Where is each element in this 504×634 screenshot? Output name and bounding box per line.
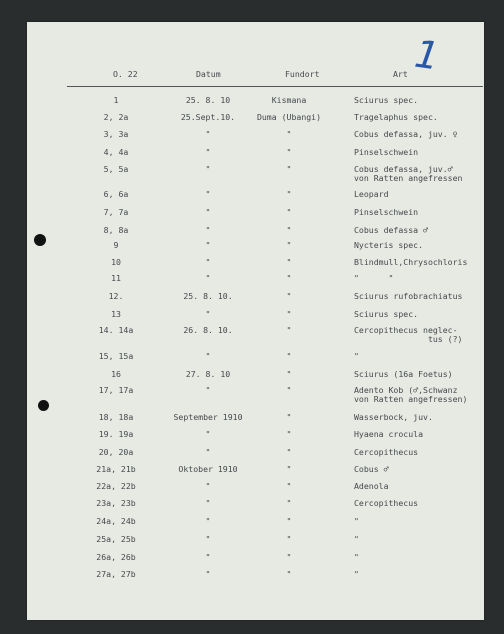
- row-species: ": [354, 552, 359, 562]
- row-species: Blindmull,Chrysochloris: [354, 257, 468, 267]
- row-number: 8, 8a: [103, 225, 129, 235]
- row-locality: ": [286, 189, 292, 199]
- row-species: Sciurus rufobrachiatus: [354, 291, 463, 301]
- row-species: ": [354, 534, 359, 544]
- header-fundort: Fundort: [285, 69, 320, 79]
- row-locality: ": [286, 369, 292, 379]
- row-date: ": [205, 429, 211, 439]
- row-species: Cobus defassa ♂: [354, 225, 428, 235]
- row-locality: ": [286, 464, 292, 474]
- row-locality: ": [286, 385, 292, 395]
- row-number: 1: [113, 95, 119, 105]
- row-date: 25.Sept.10.: [180, 112, 236, 122]
- header-art: Art: [393, 69, 408, 79]
- row-number: 16: [111, 369, 121, 379]
- row-locality: ": [286, 447, 292, 457]
- document-page: [27, 22, 484, 620]
- row-date: ": [205, 207, 211, 217]
- row-number: 9: [113, 240, 119, 250]
- row-species: Pinselschwein: [354, 207, 419, 217]
- row-number: 20, 20a: [98, 447, 134, 457]
- row-date: ": [205, 447, 211, 457]
- row-number: 12.: [108, 291, 124, 301]
- row-species: Cobus defassa, juv. ♀: [354, 129, 458, 139]
- row-number: 5, 5a: [103, 164, 129, 174]
- row-species: ": [354, 516, 359, 526]
- punch-hole-upper: [34, 234, 46, 246]
- row-date: ": [205, 534, 211, 544]
- row-locality: ": [286, 429, 292, 439]
- row-date: 25. 8. 10: [185, 95, 231, 105]
- row-date: ": [205, 164, 211, 174]
- row-locality: ": [286, 325, 292, 335]
- row-number: 17, 17a: [98, 385, 134, 395]
- row-number: 19. 19a: [98, 429, 134, 439]
- row-locality: ": [286, 257, 292, 267]
- row-species: " ": [354, 273, 394, 283]
- row-number: 18, 18a: [98, 412, 134, 422]
- row-species: Cobus defassa, juv.♂ von Ratten angefressen: [354, 164, 463, 183]
- row-species: Leopard: [354, 189, 389, 199]
- page-number: 1: [412, 31, 443, 79]
- row-locality: ": [286, 481, 292, 491]
- row-date: ": [205, 189, 211, 199]
- row-locality: ": [286, 207, 292, 217]
- row-locality: ": [286, 164, 292, 174]
- row-date: ": [205, 129, 211, 139]
- row-date: ": [205, 309, 211, 319]
- row-number: 7, 7a: [103, 207, 129, 217]
- row-date: 25. 8. 10.: [183, 291, 233, 301]
- row-number: 10: [111, 257, 121, 267]
- row-number: 2, 2a: [103, 112, 129, 122]
- row-locality: ": [286, 351, 292, 361]
- row-locality: ": [286, 291, 292, 301]
- row-number: 23a, 23b: [96, 498, 136, 508]
- row-locality: ": [286, 516, 292, 526]
- row-locality: ": [286, 273, 292, 283]
- row-date: September 1910: [173, 412, 243, 422]
- row-species: ": [354, 351, 359, 361]
- row-species: Cercopithecus neglec- tus (?): [354, 325, 463, 344]
- row-number: 24a, 24b: [96, 516, 136, 526]
- row-species: Hyaena crocula: [354, 429, 424, 439]
- row-number: 15, 15a: [98, 351, 134, 361]
- row-species: Sciurus (16a Foetus): [354, 369, 453, 379]
- row-locality: ": [286, 569, 292, 579]
- row-locality: Kismana: [271, 95, 307, 105]
- row-number: 21a, 21b: [96, 464, 136, 474]
- row-date: ": [205, 273, 211, 283]
- row-number: 3, 3a: [103, 129, 129, 139]
- row-date: ": [205, 516, 211, 526]
- row-date: Oktober 1910: [178, 464, 238, 474]
- row-date: ": [205, 569, 211, 579]
- row-date: 26. 8. 10.: [183, 325, 233, 335]
- row-date: ": [205, 147, 211, 157]
- row-date: ": [205, 552, 211, 562]
- row-species: Adento Kob (♂,Schwanz von Ratten angefressen): [354, 385, 468, 404]
- row-number: 25a, 25b: [96, 534, 136, 544]
- row-locality: ": [286, 534, 292, 544]
- row-species: Sciurus spec.: [354, 309, 419, 319]
- row-species: Pinselschwein: [354, 147, 419, 157]
- row-number: 4, 4a: [103, 147, 129, 157]
- row-locality: Duma (Ubangi): [256, 112, 322, 122]
- row-date: 27. 8. 10: [185, 369, 231, 379]
- row-date: ": [205, 225, 211, 235]
- row-locality: ": [286, 552, 292, 562]
- row-locality: ": [286, 240, 292, 250]
- row-species: Tragelaphus spec.: [354, 112, 438, 122]
- row-number: 26a, 26b: [96, 552, 136, 562]
- header-rule: [67, 86, 483, 87]
- row-species: ": [354, 569, 359, 579]
- row-date: ": [205, 351, 211, 361]
- row-species: Wasserbock, juv.: [354, 412, 433, 422]
- row-locality: ": [286, 309, 292, 319]
- row-number: 27a, 27b: [96, 569, 136, 579]
- row-locality: ": [286, 225, 292, 235]
- row-date: ": [205, 498, 211, 508]
- header-datum: Datum: [196, 69, 221, 79]
- row-locality: ": [286, 412, 292, 422]
- row-species: Adenola: [354, 481, 389, 491]
- punch-hole-lower: [38, 400, 49, 411]
- row-date: ": [205, 385, 211, 395]
- row-species: Cercopithecus: [354, 447, 419, 457]
- row-date: ": [205, 257, 211, 267]
- row-species: Sciurus spec.: [354, 95, 419, 105]
- row-number: 22a, 22b: [96, 481, 136, 491]
- row-number: 6, 6a: [103, 189, 129, 199]
- row-number: 13: [111, 309, 121, 319]
- row-species: Cercopithecus: [354, 498, 419, 508]
- row-locality: ": [286, 498, 292, 508]
- row-locality: ": [286, 147, 292, 157]
- row-species: Nycteris spec.: [354, 240, 424, 250]
- row-date: ": [205, 481, 211, 491]
- row-number: 11: [111, 273, 121, 283]
- row-locality: ": [286, 129, 292, 139]
- row-number: 14. 14a: [98, 325, 134, 335]
- header-no: O. 22: [113, 69, 138, 79]
- row-date: ": [205, 240, 211, 250]
- row-species: Cobus ♂: [354, 464, 389, 474]
